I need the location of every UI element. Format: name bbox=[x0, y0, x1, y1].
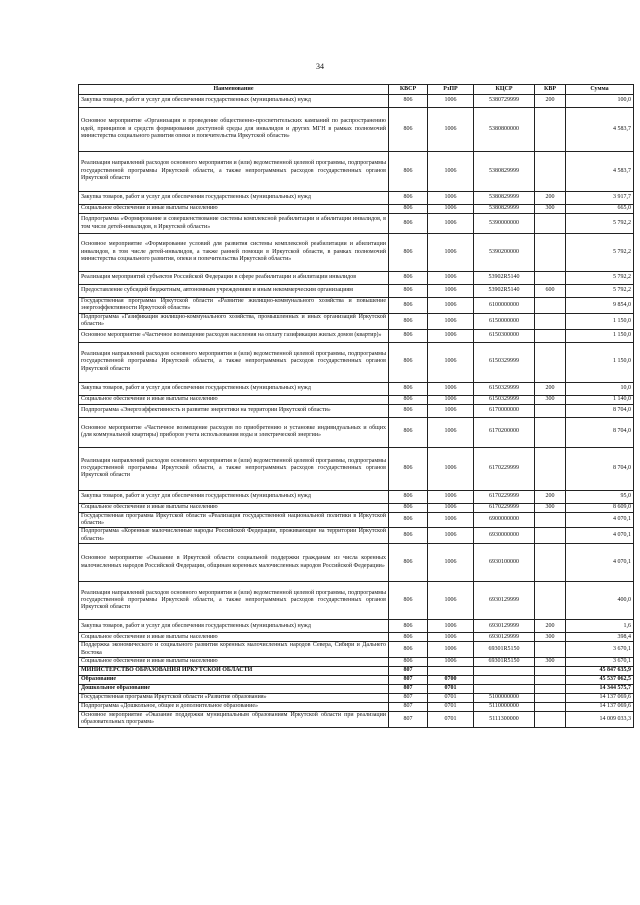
kvsr-cell: 806 bbox=[389, 108, 428, 152]
kcsr-cell: 5100000000 bbox=[474, 694, 535, 703]
table-row bbox=[79, 108, 634, 152]
sum-cell: 45 537 062,5 bbox=[566, 676, 634, 685]
name-cell: Социальное обеспечение и иные выплаты населению bbox=[79, 503, 389, 512]
name-cell: Подпрограмма «Газификация жилищно-коммунального хозяйства, промышленных и иных организаций Иркутской области» bbox=[79, 313, 389, 329]
sum-cell: 1 150,0 bbox=[566, 342, 634, 382]
name-cell: Закупка товаров, работ и услуг для обеспечения государственных (муниципальных) нужд bbox=[79, 382, 389, 395]
rzpr-cell: 1006 bbox=[428, 313, 474, 329]
kvr-cell bbox=[535, 703, 566, 712]
rzpr-cell: 1006 bbox=[428, 395, 474, 404]
name-cell: Закупка товаров, работ и услуг для обеспечения государственных (муниципальных) нужд bbox=[79, 620, 389, 633]
kcsr-cell: 5380829999 bbox=[474, 152, 535, 192]
kvr-cell bbox=[535, 676, 566, 685]
table-row bbox=[79, 192, 634, 205]
rzpr-cell: 1006 bbox=[428, 544, 474, 582]
table-row bbox=[79, 620, 634, 633]
name-cell: Социальное обеспечение и иные выплаты населению bbox=[79, 633, 389, 642]
table-row bbox=[79, 404, 634, 417]
kvsr-cell: 806 bbox=[389, 395, 428, 404]
rzpr-cell: 1006 bbox=[428, 214, 474, 234]
kvr-cell bbox=[535, 447, 566, 490]
sum-cell: 8 704,0 bbox=[566, 447, 634, 490]
table-row bbox=[79, 234, 634, 272]
kcsr-cell: 6170000000 bbox=[474, 404, 535, 417]
sum-cell: 665,0 bbox=[566, 205, 634, 214]
rzpr-cell: 1006 bbox=[428, 658, 474, 667]
table-row bbox=[79, 703, 634, 712]
kcsr-cell: 6930129999 bbox=[474, 582, 535, 620]
sum-cell: 4 583,7 bbox=[566, 108, 634, 152]
kvr-cell bbox=[535, 642, 566, 658]
kvr-cell bbox=[535, 234, 566, 272]
name-cell: Закупка товаров, работ и услуг для обеспечения государственных (муниципальных) нужд bbox=[79, 95, 389, 108]
kcsr-cell: 5380829999 bbox=[474, 205, 535, 214]
header-kcsr: КЦСР bbox=[474, 85, 535, 95]
kvsr-cell: 806 bbox=[389, 205, 428, 214]
kvr-cell: 300 bbox=[535, 633, 566, 642]
kvsr-cell: 806 bbox=[389, 404, 428, 417]
sum-cell: 100,0 bbox=[566, 95, 634, 108]
kcsr-cell: 69301R5150 bbox=[474, 642, 535, 658]
kvr-cell: 200 bbox=[535, 192, 566, 205]
kcsr-cell: 6170229999 bbox=[474, 447, 535, 490]
table-row bbox=[79, 342, 634, 382]
rzpr-cell: 1006 bbox=[428, 528, 474, 544]
sum-cell: 95,0 bbox=[566, 490, 634, 503]
kvr-cell bbox=[535, 582, 566, 620]
name-cell: Подпрограмма «Дошкольное, общее и дополнительное образование» bbox=[79, 703, 389, 712]
kvsr-cell: 806 bbox=[389, 313, 428, 329]
kvsr-cell: 806 bbox=[389, 512, 428, 528]
header-sum: Сумма bbox=[566, 85, 634, 95]
kvr-cell bbox=[535, 108, 566, 152]
sum-cell: 45 847 635,9 bbox=[566, 667, 634, 676]
rzpr-cell: 1006 bbox=[428, 95, 474, 108]
name-cell: МИНИСТЕРСТВО ОБРАЗОВАНИЯ ИРКУТСКОЙ ОБЛАСТИ bbox=[79, 667, 389, 676]
kcsr-cell: 6930100000 bbox=[474, 544, 535, 582]
header-kvr: КВР bbox=[535, 85, 566, 95]
rzpr-cell: 1006 bbox=[428, 503, 474, 512]
kvr-cell: 300 bbox=[535, 395, 566, 404]
name-cell: Государственная программа Иркутской области «Развитие образования» bbox=[79, 694, 389, 703]
rzpr-cell: 1006 bbox=[428, 512, 474, 528]
kcsr-cell: 6930000000 bbox=[474, 528, 535, 544]
table-row bbox=[79, 658, 634, 667]
rzpr-cell: 0701 bbox=[428, 694, 474, 703]
table-row bbox=[79, 285, 634, 298]
kvsr-cell: 806 bbox=[389, 329, 428, 342]
sum-cell: 14 344 575,7 bbox=[566, 685, 634, 694]
kcsr-cell: 53902R5140 bbox=[474, 272, 535, 285]
name-cell: Основное мероприятие «Частичное возмещение расходов по приобретению и установке индивидуальных и общих (для коммунальной квартиры) приборов учета использования воды и электрической энергии» bbox=[79, 417, 389, 447]
name-cell: Социальное обеспечение и иные выплаты населению bbox=[79, 658, 389, 667]
kvr-cell bbox=[535, 272, 566, 285]
name-cell: Реализация направлений расходов основного мероприятия и (или) ведомственной целевой программы, подпрограммы государственной программы Иркутской области, а также непрограммных расходов государственных органов Иркутской области bbox=[79, 582, 389, 620]
sum-cell: 3 917,7 bbox=[566, 192, 634, 205]
table-row bbox=[79, 152, 634, 192]
sum-cell: 10,0 bbox=[566, 382, 634, 395]
kvr-cell: 300 bbox=[535, 503, 566, 512]
sum-cell: 1 140,0 bbox=[566, 395, 634, 404]
kcsr-cell: 6930129999 bbox=[474, 633, 535, 642]
name-cell: Предоставление субсидий бюджетным, автономным учреждениям и иным некоммерческим организациям bbox=[79, 285, 389, 298]
rzpr-cell: 1006 bbox=[428, 152, 474, 192]
rzpr-cell: 0700 bbox=[428, 676, 474, 685]
name-cell: Дошкольное образование bbox=[79, 685, 389, 694]
table-row bbox=[79, 512, 634, 528]
sum-cell: 14 137 069,6 bbox=[566, 703, 634, 712]
kcsr-cell: 6170229999 bbox=[474, 490, 535, 503]
rzpr-cell: 0701 bbox=[428, 685, 474, 694]
kcsr-cell: 6150329999 bbox=[474, 382, 535, 395]
kvr-cell bbox=[535, 512, 566, 528]
kvr-cell bbox=[535, 214, 566, 234]
kvr-cell bbox=[535, 313, 566, 329]
rzpr-cell: 1006 bbox=[428, 447, 474, 490]
table-row bbox=[79, 205, 634, 214]
name-cell: Социальное обеспечение и иные выплаты населению bbox=[79, 205, 389, 214]
sum-cell: 400,0 bbox=[566, 582, 634, 620]
kcsr-cell: 6930129999 bbox=[474, 620, 535, 633]
table-row bbox=[79, 490, 634, 503]
kvsr-cell: 806 bbox=[389, 285, 428, 298]
rzpr-cell: 1006 bbox=[428, 342, 474, 382]
kcsr-cell: 69301R5150 bbox=[474, 658, 535, 667]
budget-table bbox=[78, 84, 634, 728]
kcsr-cell bbox=[474, 676, 535, 685]
name-cell: Реализация направлений расходов основного мероприятия и (или) ведомственной целевой программы, подпрограммы государственной программы Иркутской области, а также непрограммных расходов государственных органов Иркутской области bbox=[79, 342, 389, 382]
table-row bbox=[79, 272, 634, 285]
rzpr-cell: 1006 bbox=[428, 620, 474, 633]
kvsr-cell: 806 bbox=[389, 152, 428, 192]
table-row bbox=[79, 685, 634, 694]
table-row bbox=[79, 694, 634, 703]
header-name: Наименование bbox=[79, 85, 389, 95]
kcsr-cell: 6150300000 bbox=[474, 329, 535, 342]
sum-cell: 8 609,0 bbox=[566, 503, 634, 512]
table-row bbox=[79, 503, 634, 512]
rzpr-cell: 0701 bbox=[428, 712, 474, 728]
kvr-cell bbox=[535, 712, 566, 728]
kvsr-cell: 806 bbox=[389, 342, 428, 382]
table-row bbox=[79, 544, 634, 582]
table-row bbox=[79, 298, 634, 314]
kvsr-cell: 806 bbox=[389, 642, 428, 658]
name-cell: Государственная программа Иркутской области «Развитие жилищно-коммунального хозяйства и повышение энергоэффективности Иркутской области» bbox=[79, 298, 389, 314]
kvr-cell bbox=[535, 417, 566, 447]
kcsr-cell: 5111300000 bbox=[474, 712, 535, 728]
kcsr-cell: 6170200000 bbox=[474, 417, 535, 447]
sum-cell: 14 009 033,3 bbox=[566, 712, 634, 728]
rzpr-cell: 1006 bbox=[428, 404, 474, 417]
kcsr-cell: 6100000000 bbox=[474, 298, 535, 314]
name-cell: Социальное обеспечение и иные выплаты населению bbox=[79, 395, 389, 404]
table-row bbox=[79, 633, 634, 642]
kvr-cell: 200 bbox=[535, 95, 566, 108]
sum-cell: 3 670,1 bbox=[566, 642, 634, 658]
table-row bbox=[79, 329, 634, 342]
kvsr-cell: 806 bbox=[389, 382, 428, 395]
table-row bbox=[79, 95, 634, 108]
kcsr-cell: 5390000000 bbox=[474, 214, 535, 234]
sum-cell: 4 583,7 bbox=[566, 152, 634, 192]
kcsr-cell: 5380729999 bbox=[474, 95, 535, 108]
table-header-row bbox=[79, 85, 634, 95]
rzpr-cell: 1006 bbox=[428, 285, 474, 298]
sum-cell: 3 670,1 bbox=[566, 658, 634, 667]
name-cell: Реализация направлений расходов основного мероприятия и (или) ведомственной целевой программы, подпрограммы государственной программы Иркутской области, а также непрограммных расходов государственных органов Иркутской области bbox=[79, 152, 389, 192]
kvr-cell: 200 bbox=[535, 490, 566, 503]
name-cell: Образование bbox=[79, 676, 389, 685]
rzpr-cell: 0701 bbox=[428, 703, 474, 712]
table-row bbox=[79, 712, 634, 728]
name-cell: Подпрограмма «Коренные малочисленные народы Российской Федерации, проживающие на территории Иркутской области» bbox=[79, 528, 389, 544]
sum-cell: 9 854,0 bbox=[566, 298, 634, 314]
kvr-cell bbox=[535, 667, 566, 676]
rzpr-cell: 1006 bbox=[428, 490, 474, 503]
kvr-cell: 600 bbox=[535, 285, 566, 298]
sum-cell: 8 704,0 bbox=[566, 417, 634, 447]
kcsr-cell: 5390200000 bbox=[474, 234, 535, 272]
sum-cell: 1,6 bbox=[566, 620, 634, 633]
rzpr-cell: 1006 bbox=[428, 642, 474, 658]
name-cell: Государственная программа Иркутской области «Реализация государственной национальной политики в Иркутской области» bbox=[79, 512, 389, 528]
kvr-cell: 300 bbox=[535, 658, 566, 667]
rzpr-cell: 1006 bbox=[428, 298, 474, 314]
kcsr-cell bbox=[474, 667, 535, 676]
name-cell: Основное мероприятие «Оказание поддержки муниципальным образованиям Иркутской области при реализации образовательных программ» bbox=[79, 712, 389, 728]
kvsr-cell: 806 bbox=[389, 544, 428, 582]
sum-cell: 4 070,1 bbox=[566, 512, 634, 528]
kvsr-cell: 807 bbox=[389, 712, 428, 728]
kvsr-cell: 806 bbox=[389, 95, 428, 108]
kcsr-cell: 6150329999 bbox=[474, 342, 535, 382]
rzpr-cell bbox=[428, 667, 474, 676]
kvsr-cell: 806 bbox=[389, 582, 428, 620]
table-row bbox=[79, 667, 634, 676]
name-cell: Закупка товаров, работ и услуг для обеспечения государственных (муниципальных) нужд bbox=[79, 490, 389, 503]
sum-cell: 1 150,0 bbox=[566, 313, 634, 329]
kcsr-cell: 5380829999 bbox=[474, 192, 535, 205]
name-cell: Основное мероприятие «Частичное возмещение расходов населения на оплату газификации жилых домов (квартир)» bbox=[79, 329, 389, 342]
sum-cell: 5 792,2 bbox=[566, 285, 634, 298]
kvsr-cell: 806 bbox=[389, 192, 428, 205]
rzpr-cell: 1006 bbox=[428, 108, 474, 152]
kvsr-cell: 807 bbox=[389, 694, 428, 703]
kvsr-cell: 806 bbox=[389, 272, 428, 285]
kvsr-cell: 806 bbox=[389, 658, 428, 667]
table-row bbox=[79, 447, 634, 490]
kvr-cell bbox=[535, 685, 566, 694]
rzpr-cell: 1006 bbox=[428, 382, 474, 395]
sum-cell: 4 070,1 bbox=[566, 544, 634, 582]
table-body bbox=[79, 95, 634, 728]
table-row bbox=[79, 528, 634, 544]
kvsr-cell: 806 bbox=[389, 490, 428, 503]
sum-cell: 398,4 bbox=[566, 633, 634, 642]
kcsr-cell: 5380800000 bbox=[474, 108, 535, 152]
kvsr-cell: 807 bbox=[389, 703, 428, 712]
kvsr-cell: 806 bbox=[389, 214, 428, 234]
header-kvsr: КВСР bbox=[389, 85, 428, 95]
rzpr-cell: 1006 bbox=[428, 417, 474, 447]
table-row bbox=[79, 676, 634, 685]
kcsr-cell: 6170229999 bbox=[474, 503, 535, 512]
table-row bbox=[79, 417, 634, 447]
name-cell: Основное мероприятие «Организация и проведение общественно-просветительских кампаний по распространению идей, принципов и средств формирования доступной среды для инвалидов и других МГН в рамках полномочий министерства социального развития опеки и попечительства Иркутской области» bbox=[79, 108, 389, 152]
sum-cell: 14 137 069,6 bbox=[566, 694, 634, 703]
kvsr-cell: 806 bbox=[389, 298, 428, 314]
rzpr-cell: 1006 bbox=[428, 205, 474, 214]
sum-cell: 5 792,2 bbox=[566, 272, 634, 285]
rzpr-cell: 1006 bbox=[428, 582, 474, 620]
header-rzpr: РзПР bbox=[428, 85, 474, 95]
kcsr-cell bbox=[474, 685, 535, 694]
kvsr-cell: 806 bbox=[389, 447, 428, 490]
name-cell: Основное мероприятие «Формирование условий для развития системы комплексной реабилитации и абилитации инвалидов, в том числе детей-инвалидов, а также ранней помощи в Иркутской области, в рамках полномочий министерства социального развития, опеки и попечительства Иркутской области» bbox=[79, 234, 389, 272]
name-cell: Реализация направлений расходов основного мероприятия и (или) ведомственной целевой программы, подпрограммы государственной программы Иркутской области, а также непрограммных расходов государственных органов Иркутской области bbox=[79, 447, 389, 490]
rzpr-cell: 1006 bbox=[428, 329, 474, 342]
kvr-cell bbox=[535, 694, 566, 703]
kvr-cell bbox=[535, 404, 566, 417]
kvsr-cell: 806 bbox=[389, 528, 428, 544]
kvsr-cell: 806 bbox=[389, 633, 428, 642]
rzpr-cell: 1006 bbox=[428, 272, 474, 285]
table-row bbox=[79, 642, 634, 658]
kvr-cell bbox=[535, 298, 566, 314]
table-row bbox=[79, 582, 634, 620]
sum-cell: 5 792,2 bbox=[566, 214, 634, 234]
table-row bbox=[79, 214, 634, 234]
table-row bbox=[79, 313, 634, 329]
kvr-cell bbox=[535, 152, 566, 192]
kvsr-cell: 806 bbox=[389, 234, 428, 272]
kvr-cell bbox=[535, 329, 566, 342]
kcsr-cell: 53902R5140 bbox=[474, 285, 535, 298]
name-cell: Подпрограмма «Энергоэффективность и развитие энергетики на территории Иркутской области» bbox=[79, 404, 389, 417]
kcsr-cell: 5110000000 bbox=[474, 703, 535, 712]
name-cell: Закупка товаров, работ и услуг для обеспечения государственных (муниципальных) нужд bbox=[79, 192, 389, 205]
kcsr-cell: 6150329999 bbox=[474, 395, 535, 404]
name-cell: Подпрограмма «Формирование и совершенствование системы комплексной реабилитации и абилитации инвалидов, в том числе детей-инвалидов, в Иркутской области» bbox=[79, 214, 389, 234]
kvr-cell: 200 bbox=[535, 382, 566, 395]
kvsr-cell: 806 bbox=[389, 620, 428, 633]
sum-cell: 1 150,0 bbox=[566, 329, 634, 342]
kvr-cell: 300 bbox=[535, 205, 566, 214]
kvsr-cell: 807 bbox=[389, 685, 428, 694]
rzpr-cell: 1006 bbox=[428, 192, 474, 205]
rzpr-cell: 1006 bbox=[428, 633, 474, 642]
sum-cell: 8 704,0 bbox=[566, 404, 634, 417]
kvsr-cell: 807 bbox=[389, 676, 428, 685]
kcsr-cell: 6150000000 bbox=[474, 313, 535, 329]
name-cell: Основное мероприятие «Оказание в Иркутской области социальной поддержки гражданам из числа коренных малочисленных народов Российской Федерации, общинам коренных малочисленных народов Российской Федерации» bbox=[79, 544, 389, 582]
kvr-cell bbox=[535, 342, 566, 382]
sum-cell: 4 070,1 bbox=[566, 528, 634, 544]
kvsr-cell: 807 bbox=[389, 667, 428, 676]
kvr-cell bbox=[535, 528, 566, 544]
name-cell: Поддержка экономического и социального развития коренных малочисленных народов Севера, Сибири и Дальнего Востока bbox=[79, 642, 389, 658]
table-row bbox=[79, 395, 634, 404]
kvsr-cell: 806 bbox=[389, 503, 428, 512]
kvsr-cell: 806 bbox=[389, 417, 428, 447]
sum-cell: 5 792,2 bbox=[566, 234, 634, 272]
kvr-cell bbox=[535, 544, 566, 582]
kvr-cell: 200 bbox=[535, 620, 566, 633]
name-cell: Реализация мероприятий субъектов Российской Федерации в сфере реабилитации и абилитации инвалидов bbox=[79, 272, 389, 285]
rzpr-cell: 1006 bbox=[428, 234, 474, 272]
page-number: 34 bbox=[316, 62, 324, 71]
table-row bbox=[79, 382, 634, 395]
kcsr-cell: 6900000000 bbox=[474, 512, 535, 528]
